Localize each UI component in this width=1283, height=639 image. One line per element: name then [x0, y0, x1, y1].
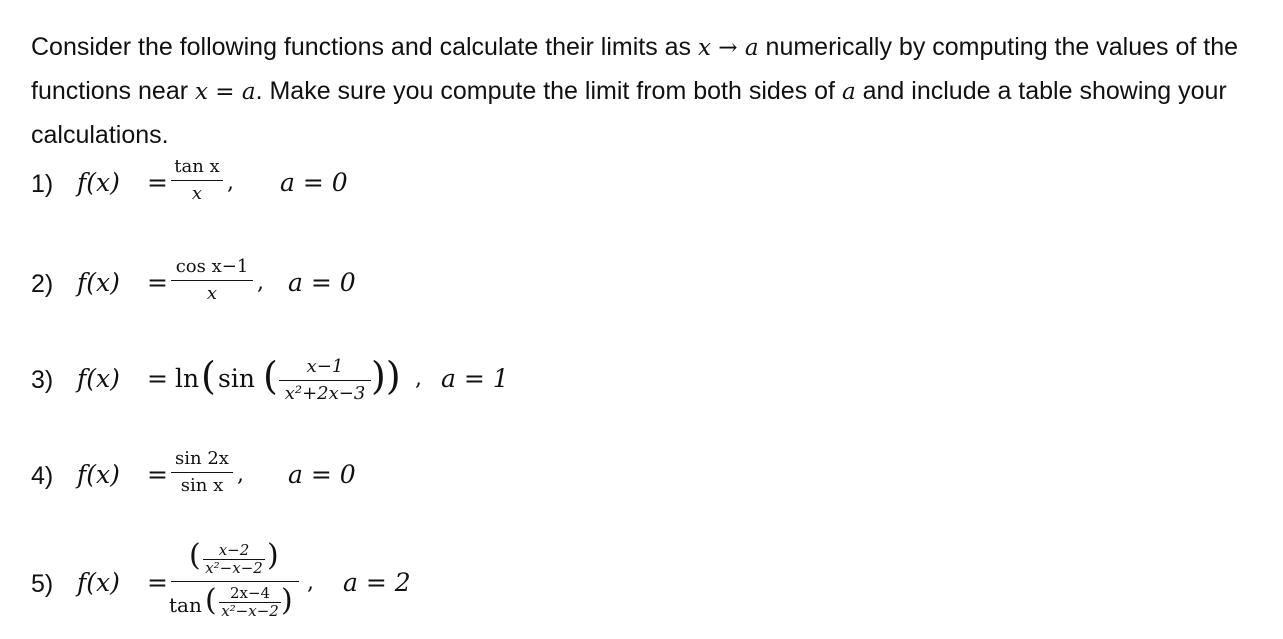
- function-name: f(x): [77, 168, 120, 197]
- comma: ,: [307, 570, 314, 595]
- main-fraction-bar: [171, 581, 299, 582]
- instructions-paragraph: [31, 26, 1261, 157]
- function-name: f(x): [77, 364, 120, 393]
- compound-numerator: ( x−2 x²−x−2 ): [189, 538, 279, 577]
- fraction-bar: [171, 280, 253, 281]
- fraction: [171, 448, 233, 497]
- intro-text-2: numerically by computing the values of the functions near: [31, 33, 1239, 105]
- a-value: a = 0: [288, 460, 356, 489]
- problem-number: 2): [31, 270, 54, 298]
- fraction-denominator: x: [206, 283, 218, 304]
- a-value: a = 2: [343, 568, 411, 597]
- problem-number: 1): [31, 170, 54, 198]
- comma: ,: [237, 462, 244, 487]
- fraction-bar: [279, 380, 371, 381]
- problem-2: [31, 256, 431, 310]
- fraction: [171, 156, 223, 205]
- fraction-denominator: sin x: [180, 475, 224, 496]
- problem-number: 5): [31, 570, 54, 598]
- intro-text-4: and include a table showing your calculations.: [31, 77, 1227, 149]
- fraction: [279, 356, 371, 405]
- equals-sign: =: [147, 364, 168, 393]
- function-name: f(x): [77, 568, 120, 597]
- ln-function: ln: [175, 364, 200, 393]
- inner-fraction-top: x−2 x²−x−2: [203, 542, 265, 577]
- comma: ,: [257, 270, 264, 295]
- sin-function: sin: [218, 364, 255, 393]
- compound-fraction: [171, 540, 299, 625]
- equals-sign: =: [147, 460, 168, 489]
- fraction-numerator: cos x−1: [175, 256, 249, 277]
- problem-5: [31, 540, 471, 632]
- comma: ,: [415, 366, 422, 391]
- compound-denominator: tan ( 2x−4 x²−x−2 ): [169, 583, 293, 620]
- problem-1: [31, 156, 431, 210]
- open-paren-inner: (: [263, 354, 278, 398]
- intro-math-a: a: [841, 79, 856, 105]
- inner-fraction-bottom: 2x−4 x²−x−2: [219, 585, 281, 620]
- fraction-numerator: tan x: [174, 156, 220, 177]
- equals-sign: =: [147, 168, 168, 197]
- fraction-bar: [171, 472, 233, 473]
- fraction-denominator: x²+2x−3: [284, 383, 366, 404]
- a-value: a = 1: [441, 364, 509, 393]
- intro-text-1: Consider the following functions and calculate their limits as: [31, 33, 699, 61]
- comma: ,: [227, 170, 234, 195]
- equals-sign: =: [147, 568, 168, 597]
- a-value: a = 0: [288, 268, 356, 297]
- problem-number: 4): [31, 462, 54, 490]
- problem-number: 3): [31, 366, 54, 394]
- fraction: [171, 256, 253, 305]
- fraction-numerator: sin 2x: [175, 448, 229, 469]
- intro-math-limit: x → a: [698, 35, 759, 61]
- function-name: f(x): [77, 268, 120, 297]
- fraction-bar: [171, 180, 223, 181]
- fraction-numerator: x−1: [306, 356, 344, 377]
- function-name: f(x): [77, 460, 120, 489]
- problem-4: [31, 450, 431, 506]
- a-value: a = 0: [280, 168, 348, 197]
- fraction-denominator: x: [191, 183, 203, 204]
- close-parens: )): [371, 354, 401, 398]
- open-paren-outer: (: [201, 354, 216, 398]
- equals-sign: =: [147, 268, 168, 297]
- problem-3: [31, 352, 591, 412]
- intro-math-x-equals-a: x = a: [195, 79, 256, 105]
- intro-text-3: . Make sure you compute the limit from both sides of: [255, 77, 842, 105]
